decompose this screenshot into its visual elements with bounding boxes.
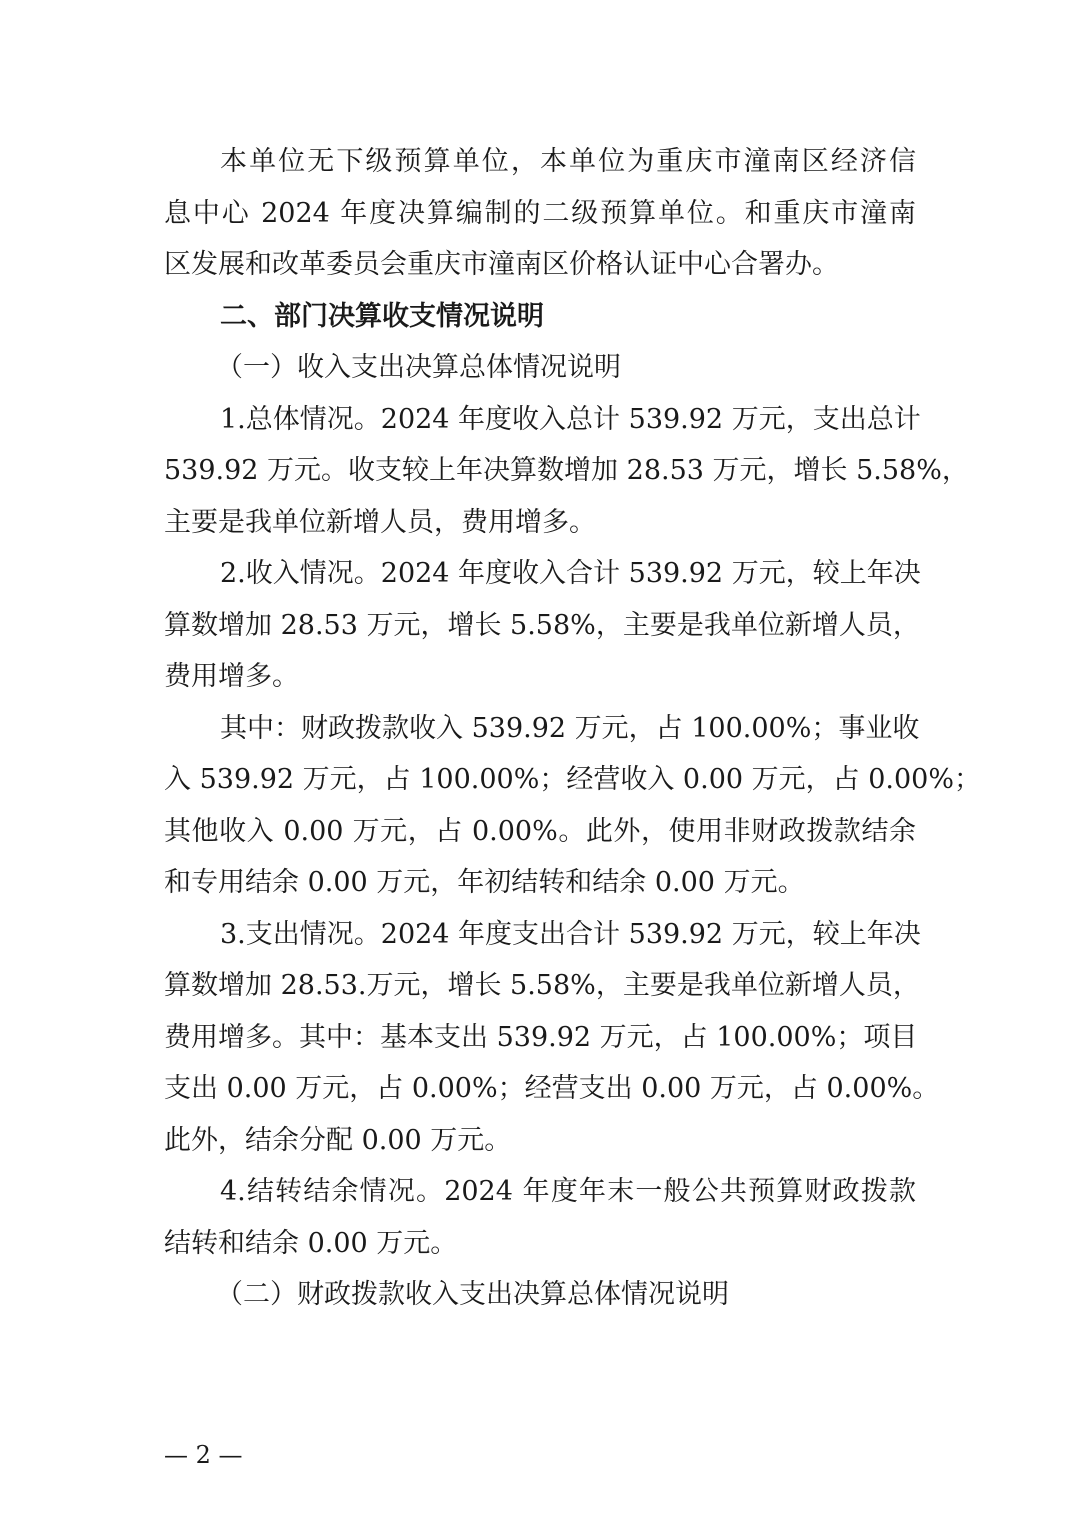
text-line: 本单位无下级预算单位，本单位为重庆市潼南区经济信 — [220, 146, 916, 177]
text-line: 539.92 万元。收支较上年决算数增加 28.53 万元，增长 5.58%， — [164, 455, 969, 486]
text-line: 费用增多。其中：基本支出 539.92 万元，占 100.00%；项目 — [164, 1021, 918, 1053]
text-line: 算数增加 28.53 万元，增长 5.58%，主要是我单位新增人员， — [164, 609, 920, 641]
text-line: 结转和结余 0.00 万元。 — [164, 1227, 458, 1259]
text-line: 4.结转结余情况。2024 年度年末一般公共预算财政拨款 — [220, 1176, 916, 1207]
text-line: 主要是我单位新增人员，费用增多。 — [164, 506, 596, 538]
text-line: 和专用结余 0.00 万元，年初结转和结余 0.00 万元。 — [164, 867, 805, 898]
text-line: 区发展和改革委员会重庆市潼南区价格认证中心合署办。 — [164, 249, 839, 280]
text-line: （二）财政拨款收入支出决算总体情况说明 — [216, 1279, 729, 1310]
paragraph — [164, 1166, 916, 1269]
text-line: 费用增多。 — [164, 661, 299, 692]
paragraph — [164, 548, 921, 703]
text-line: 算数增加 28.53.万元，增长 5.58%，主要是我单位新增人员， — [164, 970, 920, 1001]
text-line: 其中：财政拨款收入 539.92 万元，占 100.00%；事业收 — [220, 712, 920, 744]
subsection-heading — [164, 342, 916, 394]
text-line: 1.总体情况。2024 年度收入总计 539.92 万元，支出总计 — [220, 403, 921, 435]
paragraph — [164, 394, 969, 549]
section-heading — [164, 291, 916, 343]
text-line: 二、部门决算收支情况说明 — [220, 300, 544, 332]
subsection-heading — [164, 1269, 916, 1321]
text-line: 息中心 2024 年度决算编制的二级预算单位。和重庆市潼南 — [164, 197, 916, 229]
paragraph — [164, 703, 981, 909]
text-line: 3.支出情况。2024 年度支出合计 539.92 万元，较上年决 — [220, 918, 921, 950]
page-number: — 2 — — [164, 1441, 243, 1469]
text-line: 入 539.92 万元，占 100.00%；经营收入 0.00 万元，占 0.00%； — [164, 764, 981, 795]
paragraph — [164, 909, 940, 1167]
text-line: 此外，结余分配 0.00 万元。 — [164, 1124, 512, 1156]
text-line: 支出 0.00 万元，占 0.00%；经营支出 0.00 万元，占 0.00%。 — [164, 1073, 940, 1104]
document-body — [164, 136, 981, 1321]
text-line: 其他收入 0.00 万元，占 0.00%。此外，使用非财政拨款结余 — [164, 815, 916, 847]
text-line: 2.收入情况。2024 年度收入合计 539.92 万元，较上年决 — [220, 558, 921, 589]
paragraph — [164, 136, 916, 291]
text-line: （一）收入支出决算总体情况说明 — [216, 352, 621, 383]
